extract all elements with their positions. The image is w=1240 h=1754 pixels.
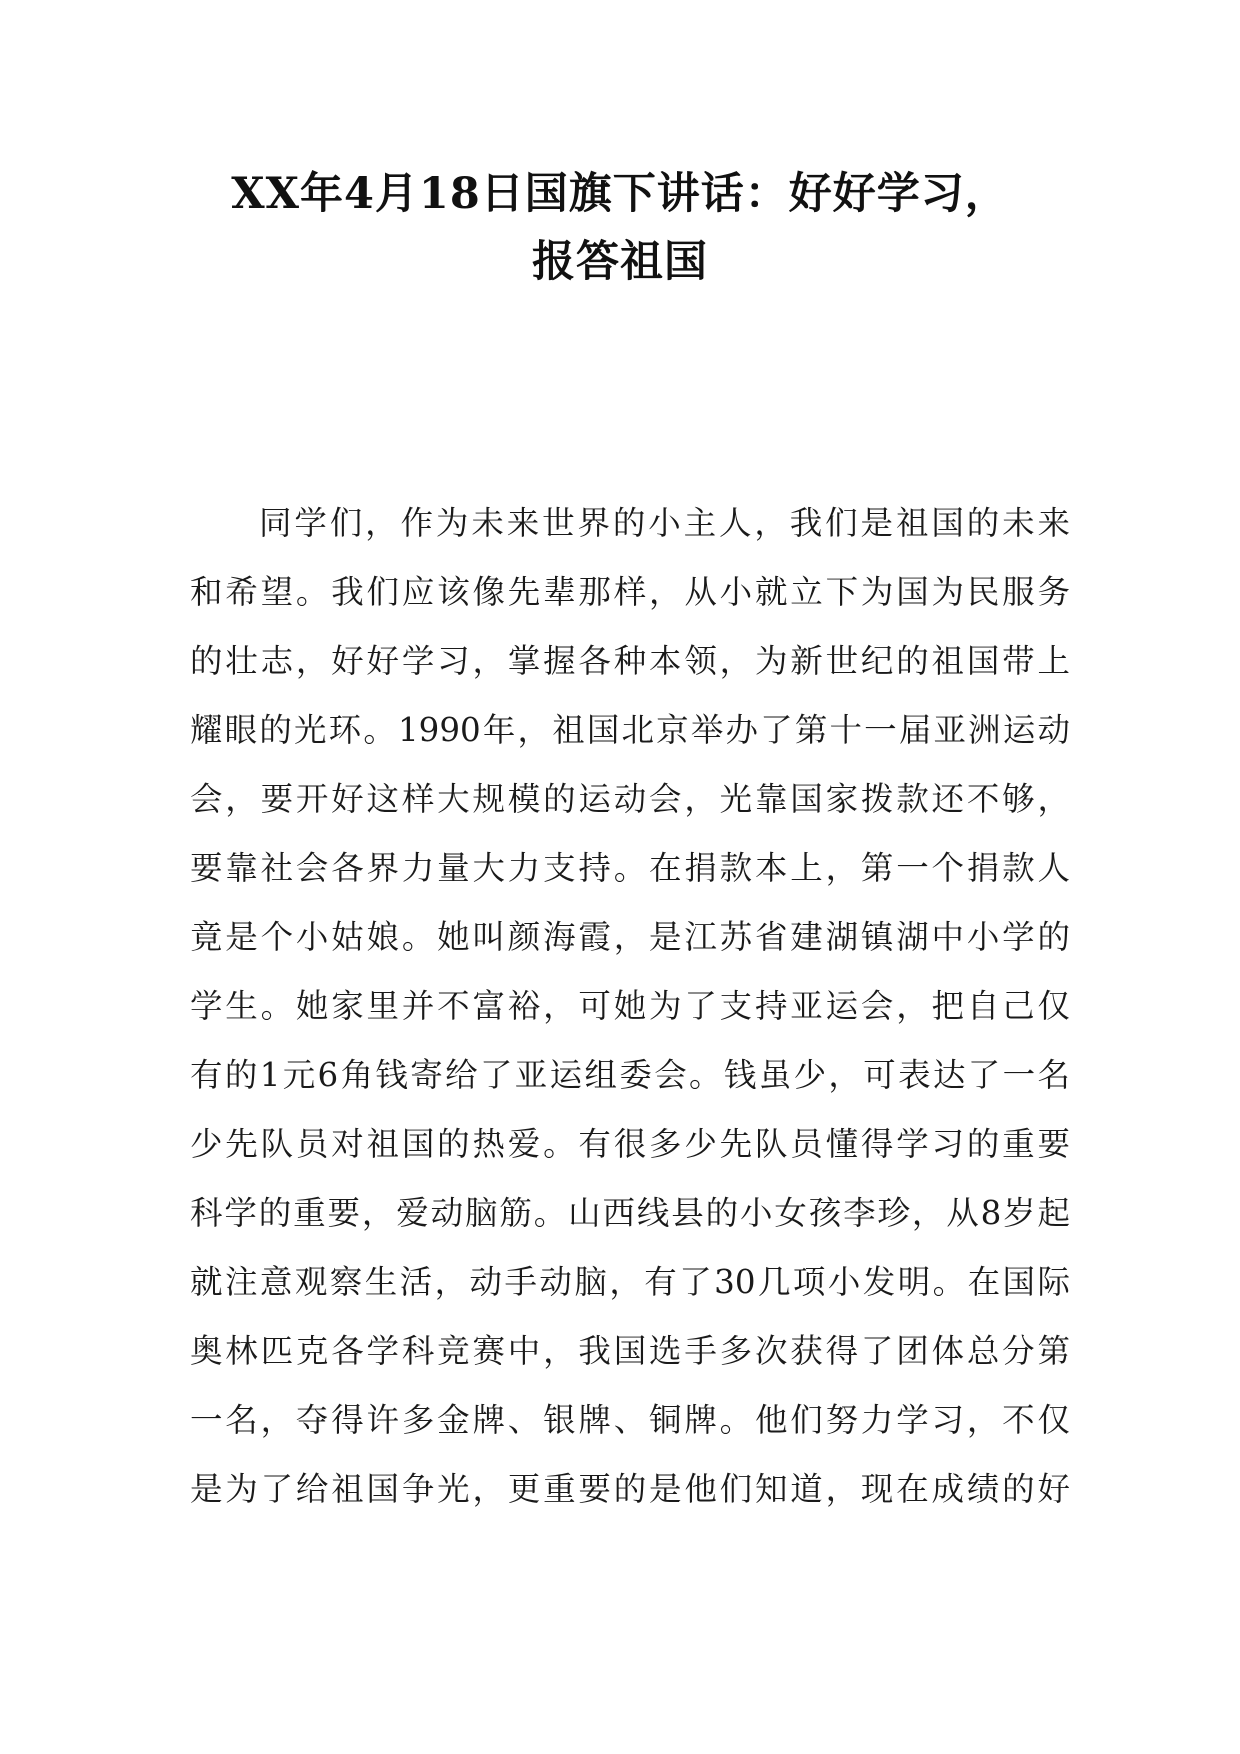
body-line: 要靠社会各界力量大力支持。在捐款本上，第一个捐款人	[190, 849, 1070, 887]
body-line: 和希望。我们应该像先辈那样，从小就立下为国为民服务	[190, 573, 1070, 611]
body-paragraph	[190, 489, 1070, 1524]
body-line: 有的1元6角钱寄给了亚运组委会。钱虽少，可表达了一名	[190, 1056, 1070, 1094]
body-line: 科学的重要，爱动脑筋。山西线县的小女孩李珍，从8岁起	[190, 1194, 1070, 1232]
document-title	[150, 160, 1090, 296]
body-line: 耀眼的光环。1990年，祖国北京举办了第十一届亚洲运动	[190, 711, 1070, 749]
title-line-2: 报答祖国	[532, 237, 708, 287]
body-line: 同学们，作为未来世界的小主人，我们是祖国的未来	[259, 504, 1070, 542]
body-line: 是为了给祖国争光，更重要的是他们知道，现在成绩的好	[190, 1470, 1070, 1508]
body-line: 一名，夺得许多金牌、银牌、铜牌。他们努力学习，不仅	[190, 1401, 1070, 1439]
body-line: 少先队员对祖国的热爱。有很多少先队员懂得学习的重要	[190, 1125, 1070, 1163]
body-line: 学生。她家里并不富裕，可她为了支持亚运会，把自己仅	[190, 987, 1070, 1025]
body-line: 奥林匹克各学科竞赛中，我国选手多次获得了团体总分第	[190, 1332, 1070, 1370]
body-line: 会，要开好这样大规模的运动会，光靠国家拨款还不够，	[190, 780, 1070, 818]
body-line: 竟是个小姑娘。她叫颜海霞，是江苏省建湖镇湖中小学的	[190, 918, 1070, 956]
title-line-1: XX年4月18日国旗下讲话：好好学习，	[231, 169, 1009, 219]
body-line: 的壮志，好好学习，掌握各种本领，为新世纪的祖国带上	[190, 642, 1070, 680]
body-line: 就注意观察生活，动手动脑，有了30几项小发明。在国际	[190, 1263, 1070, 1301]
